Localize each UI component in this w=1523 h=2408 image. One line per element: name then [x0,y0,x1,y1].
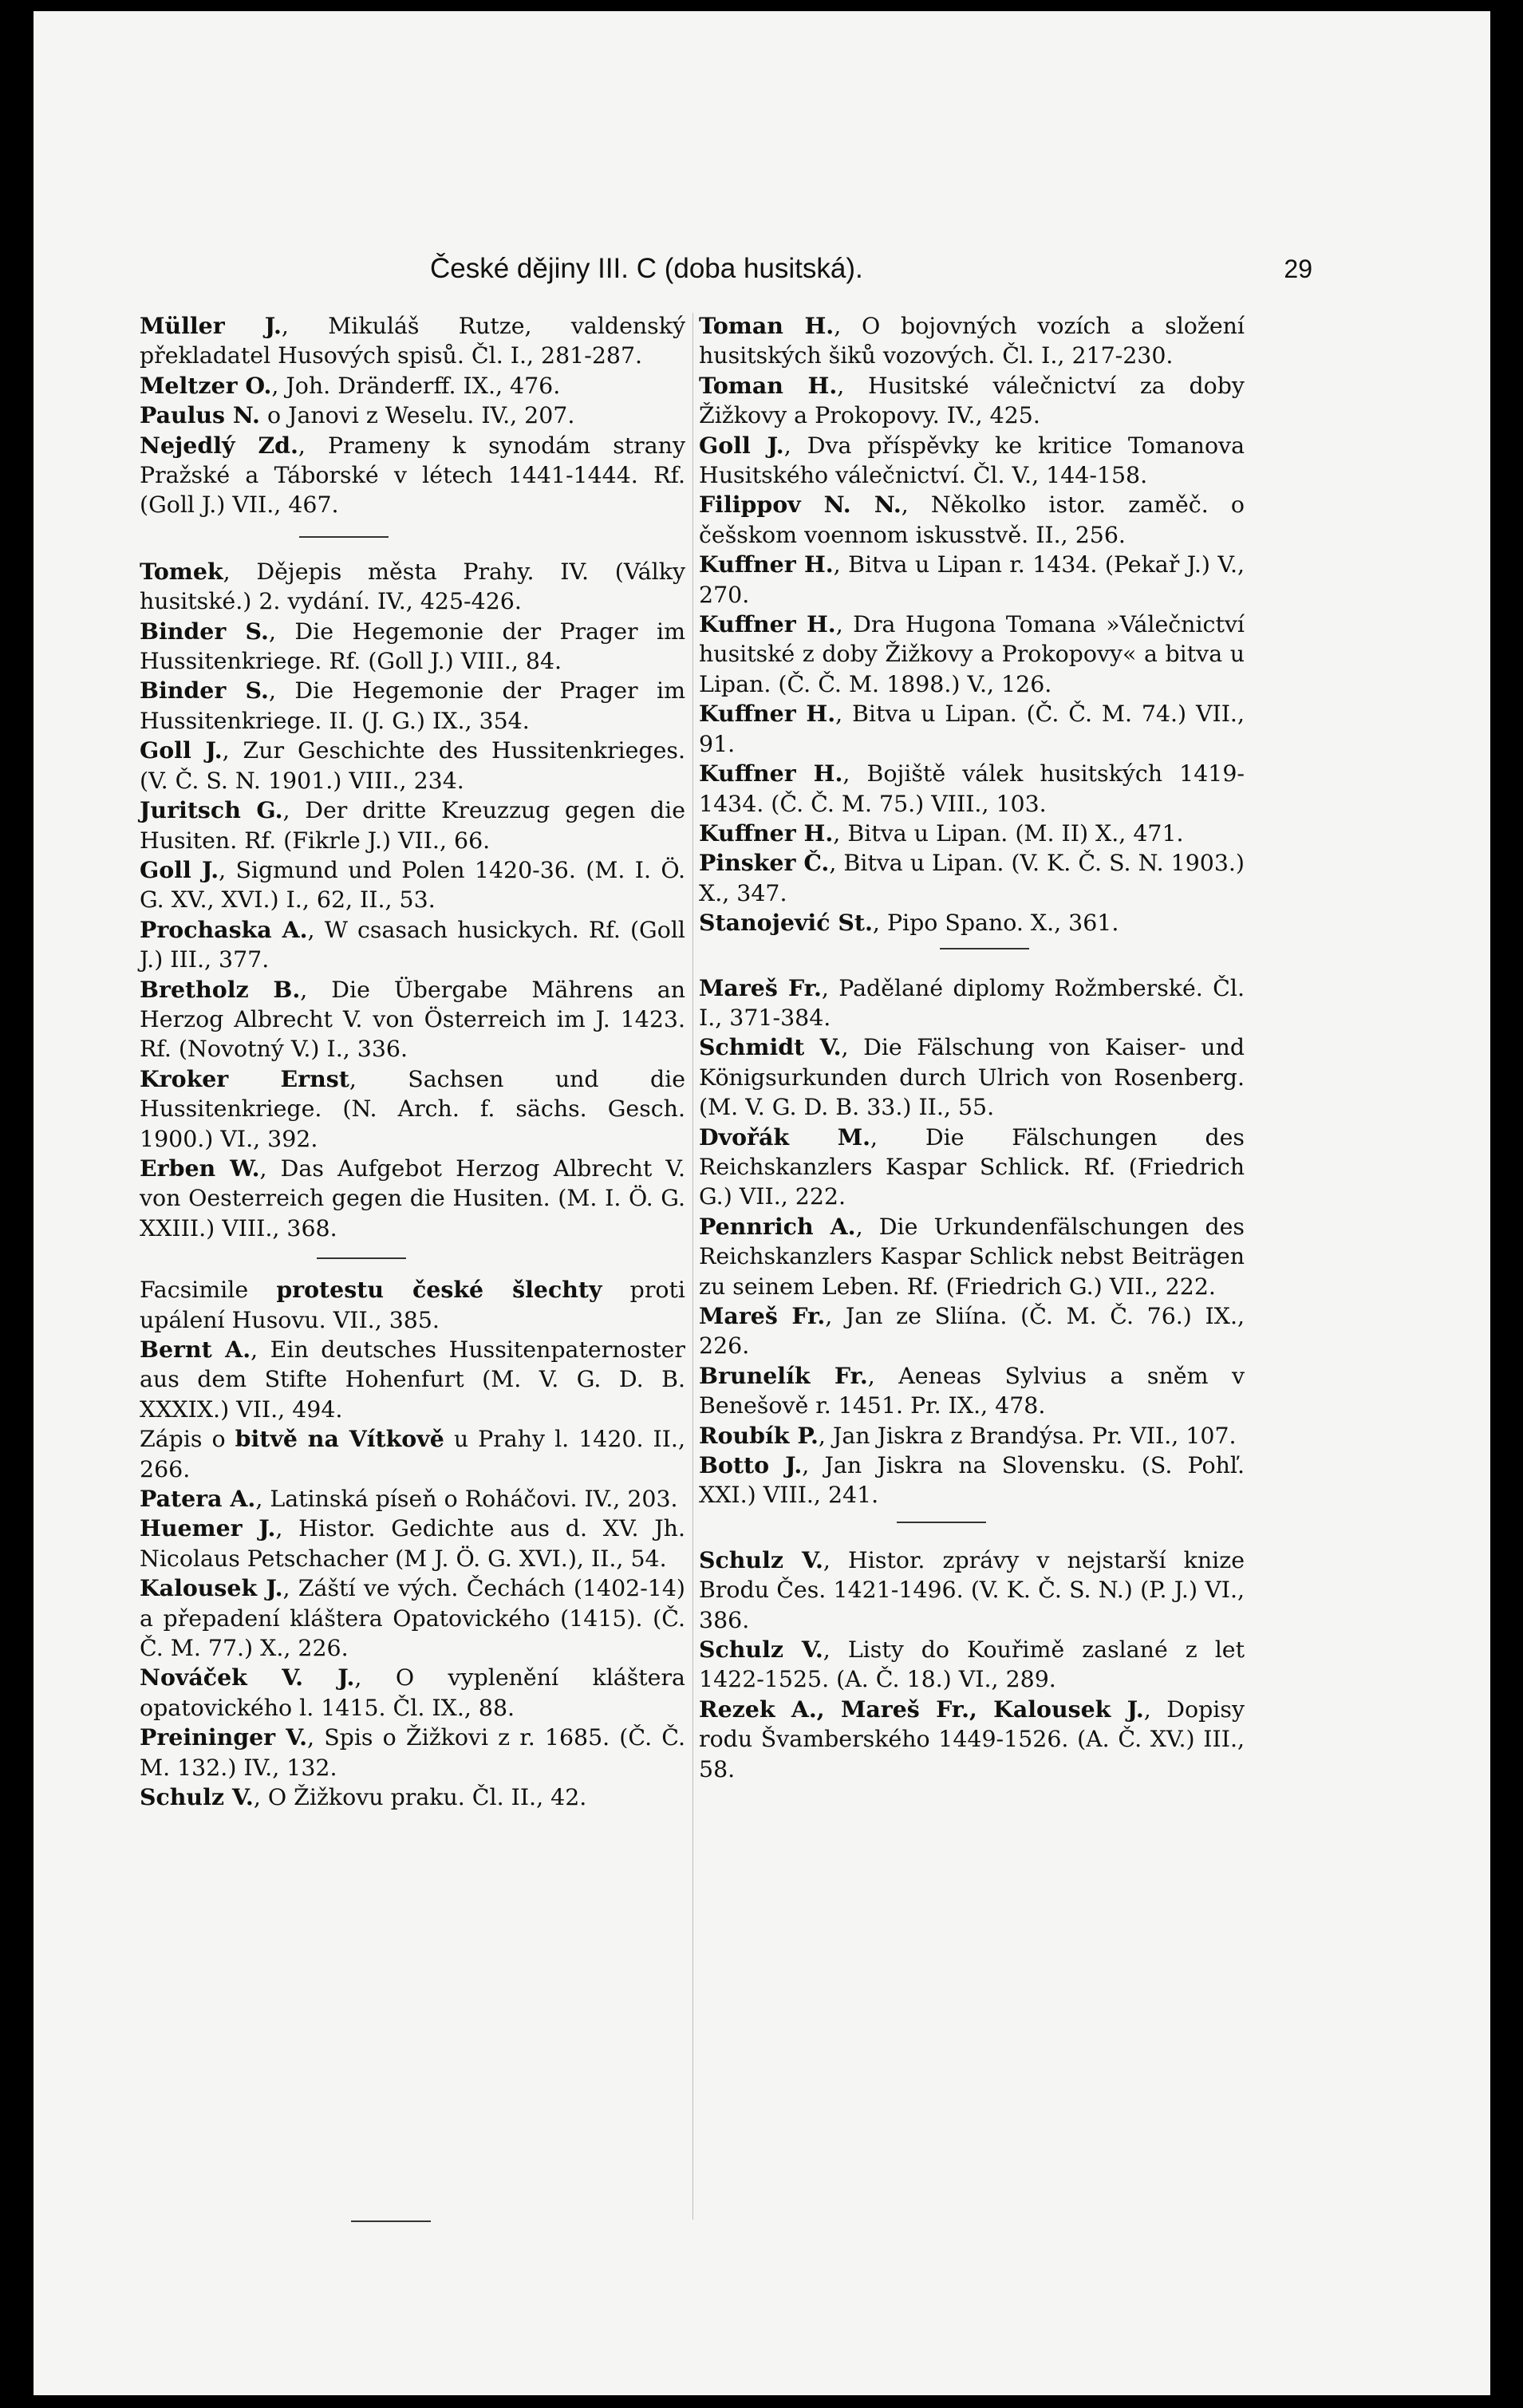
entry-author: Toman H. [699,371,838,399]
bibliography-entry [140,617,685,677]
bibliography-entry [699,699,1245,759]
entry-text: , Dopisy rodu Švamberského 1449-1526. (A. Č. XV.) III., 58. [699,1695,1245,1782]
bibliography-entry [699,819,1245,848]
bibliography-entry [699,1032,1245,1122]
entry-text: , Der dritte Kreuzzug gegen die Husiten. Rf. (Fikrle J.) VII., 66. [140,797,685,854]
bibliography-entry [140,1723,685,1782]
entry-author: Brunelík Fr. [699,1361,868,1389]
entry-author: Patera A. [140,1485,256,1513]
bibliography-entry [140,1335,685,1424]
entry-author: protestu české šlechty [276,1276,602,1304]
entry-text: , Die Fälschung von Kaiser- und Königsurkunden durch Ulrich von Rosenberg. (M. V. G. D. B. 33.) II., 55. [699,1034,1245,1121]
bibliography-entry [699,1695,1245,1784]
entry-author: Kuffner H. [699,700,836,728]
entry-text: , O bojovných vozích a složení husitských šiků vozových. Čl. I., 217-230. [699,313,1245,369]
entry-text: , Dva příspěvky ke kritice Tomanova Husitského válečnictví. Čl. V., 144-158. [699,432,1245,489]
entry-text: , Bitva u Lipan. (V. K. Č. S. N. 1903.) X., 347. [699,850,1245,906]
running-header [430,249,1312,289]
bibliography-entry [140,1064,685,1154]
entry-author: Botto J. [699,1451,803,1479]
section-rule [940,948,1029,949]
entry-text: , Histor. zprávy v nejstarší knize Brodu Čes. 1421-1496. (V. K. Č. S. N.) (P. J.) VI., 386. [699,1546,1245,1633]
entry-text: , Aeneas Sylvius a sněm v Benešově r. 1451. Pr. IX., 478. [699,1362,1245,1419]
entry-text: , Dějepis města Prahy. IV. (Války husitské.) 2. vydání. IV., 425-426. [140,558,685,615]
bibliography-entry [699,908,1245,938]
entry-author: Mareš Fr. [699,1302,826,1329]
bibliography-entry [140,855,685,915]
entry-text: , Ein deutsches Hussitenpaternoster aus dem Stifte Hohenfurt (M. V. G. D. B. XXXIX.) VII., 494. [140,1336,685,1423]
page-title: České dějiny III. C (doba husitská). [430,253,863,284]
entry-text: , Jan ze Sliína. (Č. M. Č. 76.) IX., 226. [699,1303,1245,1360]
entry-author: Goll J. [140,736,223,764]
entry-author: Pennrich A. [699,1212,856,1240]
entry-text: , Sigmund und Polen 1420-36. (M. I. Ö. G. XV., XVI.) I., 62, II., 53. [140,856,686,914]
entry-text: , Die Hegemonie der Prager im Hussitenkriege. Rf. (Goll J.) VIII., 84. [140,618,686,675]
bibliography-entry [140,431,685,520]
bibliography-entry [699,1421,1245,1451]
entry-author: Schulz V. [699,1545,823,1573]
entry-author: Schulz V. [140,1783,254,1811]
entry-text: , Joh. Dränderff. IX., 476. [271,372,561,399]
entry-text: , Bojiště válek husitských 1419-1434. (Č. Č. M. 75.) VIII., 103. [699,760,1245,817]
bibliography-entry [699,1301,1245,1361]
entry-text: , Několko istor. zaměč. o češskom voennom iskusstvě. II., 256. [699,491,1245,548]
bibliography-entry [140,975,685,1064]
entry-author: Rezek A., Mareš Fr., Kalousek J. [699,1695,1144,1723]
entry-author: Toman H. [699,312,834,339]
entry-author: Nejedlý Zd. [140,431,298,459]
entry-text: proti upálení Husovu. VII., 385. [140,1277,685,1333]
bibliography-entry [699,1451,1245,1510]
section-rule [299,536,389,538]
bibliography-entry [699,610,1245,699]
section-rule [317,1257,406,1259]
entry-author: Pinsker Č. [699,849,830,877]
entry-author: Erben W. [140,1154,260,1182]
entry-text: , Zur Geschichte des Hussitenkrieges. (V. Č. S. N. 1901.) VIII., 234. [140,737,685,794]
entry-author: Nováček V. J. [140,1664,355,1692]
entry-prefix: Facsimile [140,1277,277,1304]
entry-author: bitvě na Vítkově [235,1425,444,1453]
entry-author: Kroker Ernst [140,1064,349,1092]
bibliography-entry [140,557,685,617]
entry-prefix: Zápis o [140,1426,235,1453]
section-rule [351,2220,431,2222]
entry-text: , Die Übergabe Mährens an Herzog Albrecht V. von Österreich im J. 1423. Rf. (Novotný V.) I., 336. [140,976,685,1063]
entry-author: Schulz V. [699,1636,823,1664]
entry-text: , Bitva u Lipan r. 1434. (Pekař J.) V., 270. [699,551,1245,608]
bibliography-entry [140,401,685,430]
right-column [699,311,1245,1784]
entry-author: Kalousek J. [140,1574,283,1602]
entry-text: , Listy do Kouřimě zaslané z let 1422-1525. (A. Č. 18.) VI., 289. [699,1636,1245,1693]
entry-author: Filippov N. N. [699,491,902,519]
bibliography-entry [140,736,685,795]
bibliography-entry [699,1123,1245,1212]
entry-author: Huemer J. [140,1514,276,1542]
entry-author: Goll J. [699,431,784,459]
bibliography-entry [699,1545,1245,1635]
entry-author: Dvořák M. [699,1123,871,1151]
section-rule [897,1522,986,1523]
bibliography-entry [140,1154,685,1243]
bibliography-entry [699,431,1245,491]
entry-text: , Jan Jiskra z Brandýsa. Pr. VII., 107. [818,1422,1237,1449]
bibliography-entry [140,676,685,736]
entry-text: , Die Urkundenfälschungen des Reichskanzlers Kaspar Schlick nebst Beiträgen zu seinem Leben. Rf. (Friedrich G.) VII., 222. [699,1213,1245,1300]
entry-text: , Pipo Spano. X., 361. [872,910,1119,937]
entry-author: Roubík P. [699,1421,819,1449]
entry-author: Preininger V. [140,1723,308,1751]
bibliography-entry [699,1212,1245,1301]
entry-author: Meltzer O. [140,371,272,399]
column-divider [692,313,693,2220]
entry-text: , Das Aufgebot Herzog Albrecht V. von Oesterreich gegen die Husiten. (M. I. Ö. G. XXIII.) VIII., 368. [140,1155,685,1242]
entry-text: , Mikuláš Rutze, valdenský překladatel Husových spisů. Čl. I., 281-287. [140,313,685,369]
entry-text: , Die Hegemonie der Prager im Hussitenkriege. II. (J. G.) IX., 354. [140,677,686,734]
entry-author: Juritsch G. [140,796,283,824]
bibliography-entry [140,311,685,371]
entry-author: Binder S. [140,617,269,645]
bibliography-entry [699,973,1245,1033]
entry-author: Kuffner H. [699,760,843,788]
bibliography-entry [140,795,685,855]
entry-text: , Prameny k synodám strany Pražské a Táborské v létech 1441-1444. Rf. (Goll J.) VII., 467. [140,432,685,519]
entry-author: Goll J. [140,855,219,883]
bibliography-entry [699,1635,1245,1695]
bibliography-entry [140,371,685,401]
bibliography-entry [699,311,1245,371]
bibliography-entry [140,1424,685,1484]
bibliography-entry [140,1275,685,1335]
entry-author: Kuffner H. [699,610,836,638]
entry-author: Tomek [140,557,223,585]
entry-text: , Spis o Žižkovi z r. 1685. (Č. Č. M. 132.) IV., 132. [140,1724,685,1781]
entry-text: , Die Fälschungen des Reichskanzlers Kaspar Schlick. Rf. (Friedrich G.) VII., 222. [699,1123,1245,1210]
entry-text: , Bitva u Lipan. (Č. Č. M. 74.) VII., 91. [699,701,1245,757]
entry-author: Binder S. [140,677,269,705]
entry-author: Bretholz B. [140,975,301,1003]
entry-author: Prochaska A. [140,915,308,943]
bibliography-entry [140,1514,685,1573]
bibliography-entry [140,915,685,975]
entry-text: , W csasach husickych. Rf. (Goll J.) III., 377. [140,916,685,973]
bibliography-entry [699,848,1245,908]
entry-text: , Husitské válečnictví za doby Žižkovy a Prokopovy. IV., 425. [699,372,1245,429]
entry-author: Schmidt V. [699,1033,842,1061]
entry-author: Bernt A. [140,1336,251,1363]
entry-author: Stanojević St. [699,909,873,937]
entry-text: , Jan Jiskra na Slovensku. (S. Pohľ. XXI.) VIII., 241. [699,1452,1245,1509]
bibliography-entry [699,371,1245,431]
entry-text: , Histor. Gedichte aus d. XV. Jh. Nicolaus Petschacher (M J. Ö. G. XVI.), II., 54. [140,1515,685,1572]
entry-author: Paulus N. [140,401,260,429]
entry-author: Kuffner H. [699,819,834,847]
entry-author: Müller J. [140,312,282,339]
entry-text: , Záští ve vých. Čechách (1402-14) a přepadení kláštera Opatovického (1415). (Č. Č. M. 77.) X., 226. [140,1575,685,1662]
entry-author: Kuffner H. [699,551,834,578]
bibliography-entry [140,1782,685,1812]
bibliography-entry [699,550,1245,610]
bibliography-entry [140,1484,685,1514]
entry-text: , O Žižkovu praku. Čl. II., 42. [253,1784,587,1811]
bibliography-entry [699,490,1245,550]
entry-text: u Prahy l. 1420. II., 266. [140,1426,685,1482]
entry-author: Mareš Fr. [699,973,822,1001]
bibliography-entry [140,1663,685,1723]
bibliography-entry [140,1573,685,1663]
entry-text: , O vyplenění kláštera opatovického l. 1415. Čl. IX., 88. [140,1664,685,1721]
entry-text: o Janovi z Weselu. IV., 207. [259,402,575,429]
entry-text: , Padělané diplomy Rožmberské. Čl. I., 371-384. [699,974,1245,1031]
entry-text: , Sachsen und die Hussitenkriege. (N. Arch. f. sächs. Gesch. 1900.) VI., 392. [140,1065,686,1152]
page-number: 29 [1284,255,1312,283]
entry-text: , Dra Hugona Tomana »Válečnictví husitské z doby Žižkovy a Prokopovy« a bitva u Lipan. (Č. Č. M. 1898.) V., 126. [699,611,1245,697]
bibliography-entry [699,759,1245,819]
entry-text: , Latinská píseň o Roháčovi. IV., 203. [255,1486,678,1513]
bibliography-entry [699,1361,1245,1421]
entry-text: , Bitva u Lipan. (M. II) X., 471. [833,819,1184,847]
left-column [140,311,685,1813]
